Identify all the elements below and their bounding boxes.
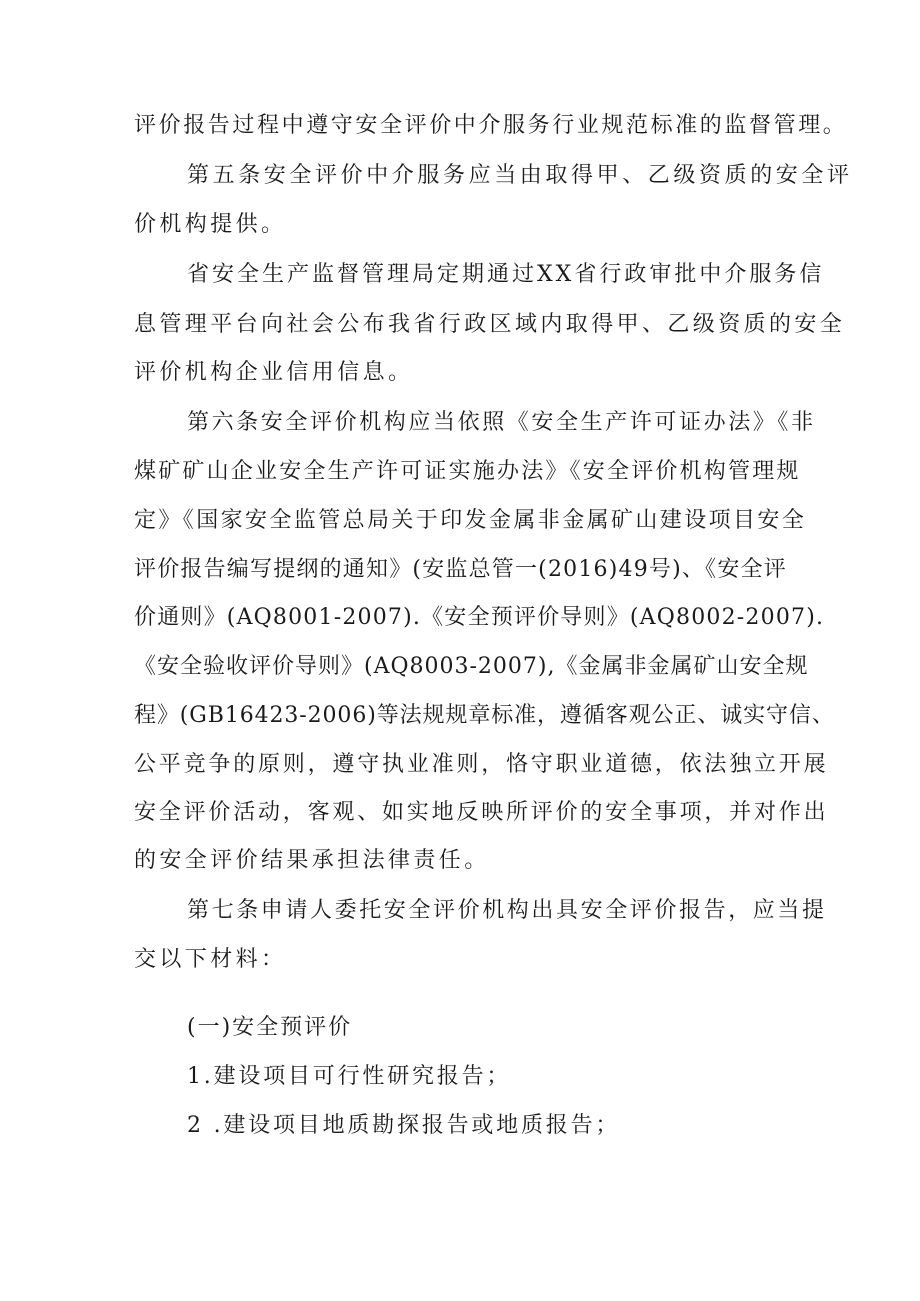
text-line: 煤矿矿山企业安全生产许可证实施办法》《安全评价机构管理规 [134,459,801,484]
text-line: 安全评价活动，客观、如实地反映所评价的安全事项，并对作出 [134,800,829,825]
text-line: 评价机构企业信用信息。 [134,360,414,385]
text-line: 息管理平台向社会公布我省行政区域内取得甲、乙级资质的安全 [134,312,846,337]
text-line: 价通则》(AQ8001-2007).《安全预评价导则》(AQ8002-2007). [134,605,825,630]
text-line: 程》(GB16423-2006)等法规规章标准，遵循客观公正、诚实守信、 [134,703,835,728]
text-line: 价机构提供。 [134,212,287,237]
text-line: 的安全评价结果承担法律责任。 [134,848,490,873]
text-line: 《安全验收评价导则》(AQ8003-2007),《金属非金属矿山安全规 [134,654,809,679]
text-line: 第六条安全评价机构应当依照《安全生产许可证办法》《非 [187,410,816,435]
text-line: 第七条申请人委托安全评价机构出具安全评价报告，应当提 [187,898,827,923]
text-line: 公平竞争的原则，遵守执业准则，恪守职业道德，依法独立开展 [134,752,829,777]
text-line: 评价报告编写提纲的通知》(安监总管一(2016)49号)、《安全评 [134,557,787,582]
text-line: 省安全生产监督管理局定期通过XX省行政审批中介服务信 [187,262,825,287]
text-line: (一)安全预评价 [187,1015,353,1040]
text-line: 交以下材料： [134,947,287,972]
text-line: 2 .建设项目地质勘探报告或地质报告； [187,1113,621,1138]
text-line: 定》《国家安全监管总局关于印发金属非金属矿山建设项目安全 [134,508,807,533]
text-line: 评价报告过程中遵守安全评价中介服务行业规范标准的监督管理。 [134,113,848,138]
text-line: 第五条安全评价中介服务应当由取得甲、乙级资质的安全评 [187,163,853,188]
text-line: 1.建设项目可行性研究报告； [187,1064,512,1089]
